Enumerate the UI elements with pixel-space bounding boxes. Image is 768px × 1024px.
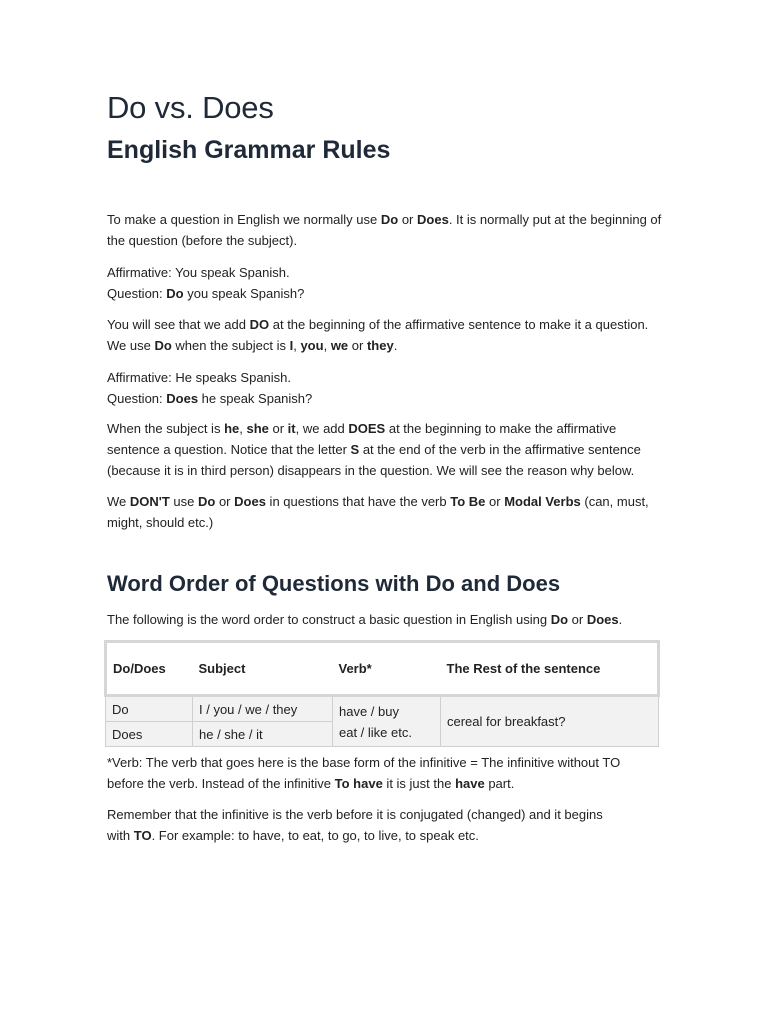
affirmative-line: Affirmative: He speaks Spanish. — [107, 370, 292, 385]
affirmative-line: Affirmative: You speak Spanish. — [107, 265, 290, 280]
page-title: Do vs. Does — [107, 90, 274, 125]
verb-footnote: *Verb: The verb that goes here is the base form of the infinitive = The infinitive without TO before the verb. Instead of the infinitive To have it is just the have part. — [107, 755, 621, 791]
example-you-speak: Affirmative: You speak Spanish. Question: Do you speak Spanish? — [107, 265, 305, 301]
infinitive-reminder: Remember that the infinitive is the verb before it is conjugated (changed) and it begins with TO. For example: to have, to eat, to go, to live, to speak etc. — [107, 807, 603, 843]
cell-does: Does — [106, 722, 193, 747]
header-verb: Verb* — [333, 642, 441, 696]
does-usage-paragraph: When the subject is he, she or it, we add DOES at the beginning to make the affirmative sentence a question. Notice that the letter S at the end of the verb in the affirmative sentence (because it is in third person) disappears in the question. We will see the reason why below. — [107, 421, 641, 478]
do-usage-paragraph: You will see that we add DO at the beginning of the affirmative sentence to make it a question. We use Do when the subject is I, you, we or they. — [107, 317, 649, 353]
example-he-speaks: Affirmative: He speaks Spanish. Question: Does he speak Spanish? — [107, 370, 313, 406]
page-subtitle: English Grammar Rules — [107, 136, 391, 164]
cell-do: Do — [106, 696, 193, 722]
header-do-does: Do/Does — [106, 642, 193, 696]
section-intro: The following is the word order to construct a basic question in English using Do or Does. — [107, 612, 623, 627]
word-order-table — [104, 640, 660, 747]
table-header-row — [106, 642, 659, 696]
cell-rest: cereal for breakfast? — [441, 696, 659, 747]
header-subject: Subject — [193, 642, 333, 696]
cell-subject-third-person: he / she / it — [193, 722, 333, 747]
dont-use-paragraph: We DON'T use Do or Does in questions that have the verb To Be or Modal Verbs (can, must, might, should etc.) — [107, 494, 649, 530]
header-rest: The Rest of the sentence — [441, 642, 659, 696]
table-row — [106, 696, 659, 722]
intro-paragraph: To make a question in English we normally use Do or Does. It is normally put at the beginning of the question (before the subject). — [107, 212, 662, 248]
cell-subject-plural: I / you / we / they — [193, 696, 333, 722]
cell-verb: have / buy eat / like etc. — [333, 696, 441, 747]
section-heading: Word Order of Questions with Do and Does — [107, 571, 561, 596]
